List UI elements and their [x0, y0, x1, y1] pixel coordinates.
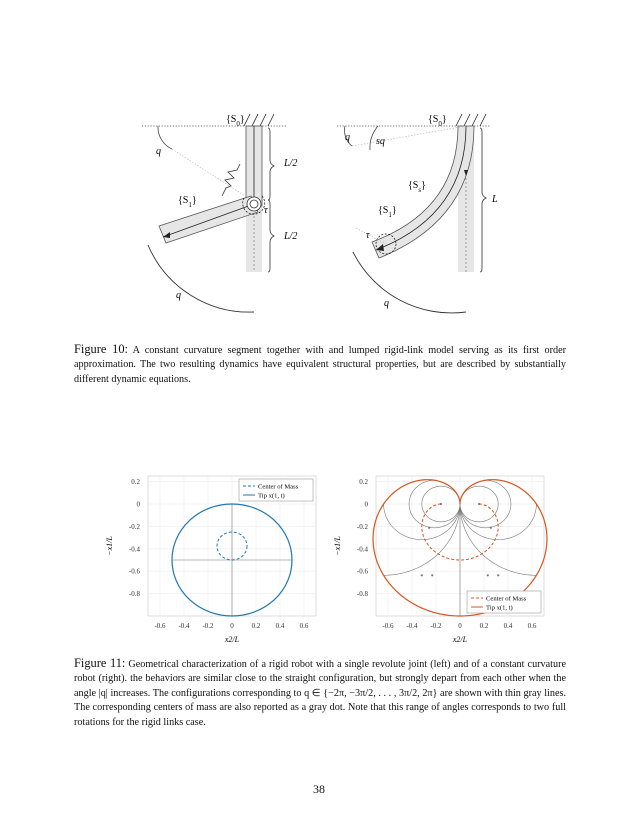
wall-hatch	[244, 114, 274, 126]
y-tick-label: -0.2	[128, 522, 140, 531]
figure-10-diagram	[0, 100, 638, 330]
figure-10-left-panel	[142, 114, 297, 312]
legend-entry: Tip x(1, t)	[258, 492, 285, 500]
right-chart-legend	[467, 591, 541, 613]
y-tick-label: 0	[136, 500, 140, 509]
y-tick-label: 0	[364, 500, 368, 509]
y-tick-label: -0.6	[128, 567, 140, 576]
label-frame-ss: $\{S_s\}$	[408, 180, 426, 194]
x-tick-label: 0.6	[299, 622, 309, 630]
config-center-of-mass-dot	[487, 574, 489, 576]
figure-11-caption	[74, 656, 566, 730]
config-center-of-mass-dot	[431, 574, 433, 576]
figure-10-caption	[74, 342, 566, 387]
x-tick-label: 0.2	[251, 622, 261, 630]
label-half-length-bottom: L/2	[284, 231, 298, 242]
label-tau-right: τ	[366, 230, 370, 241]
label-frame-s0-right: $\{S_0\}$	[428, 114, 447, 128]
figure-10-caption-label: Figure 10:	[74, 342, 128, 356]
y-tick-label: -0.8	[356, 590, 368, 599]
legend-entry: Center of Mass	[258, 483, 299, 491]
y-tick-label: -0.4	[128, 545, 140, 554]
x-tick-label: -0.2	[430, 622, 442, 630]
figure-10-caption-text: A constant curvature segment together with and lumped rigid-link model serving as its first order approximation. The two resulting dynamics have equivalent structural properties, but are described by substantially different dynamic equations.	[74, 345, 566, 385]
x-axis-label: x2/L	[224, 635, 240, 644]
y-tick-label: 0.2	[131, 478, 140, 487]
config-center-of-mass-dot	[428, 527, 430, 529]
y-axis-label: −x1/L	[105, 536, 114, 556]
x-tick-label: -0.6	[154, 622, 166, 630]
label-frame-s1-right: $\{S_1\}$	[378, 205, 397, 219]
label-frame-s0-left: $\{S_0\}$	[226, 114, 245, 128]
config-center-of-mass-dot	[421, 574, 423, 576]
x-tick-label: -0.4	[178, 622, 190, 630]
label-half-length-top: L/2	[284, 158, 298, 169]
label-sq: sq	[376, 136, 385, 147]
y-tick-label: -0.4	[356, 545, 368, 554]
x-tick-label: -0.6	[382, 622, 394, 630]
x-tick-label: 0.4	[275, 622, 285, 630]
config-center-of-mass-dot	[490, 527, 492, 529]
label-tau-left: τ	[264, 205, 268, 216]
x-axis-label: x2/L	[452, 635, 468, 644]
label-q-bottom-right: q	[384, 298, 389, 309]
x-tick-label: 0.2	[479, 622, 489, 630]
x-tick-label: 0.4	[503, 622, 513, 630]
figure-11-right-chart	[318, 466, 554, 650]
config-center-of-mass-dot	[497, 574, 499, 576]
label-q-top-right: q	[345, 132, 350, 143]
figure-11-left-chart	[90, 466, 326, 650]
y-tick-label: 0.2	[359, 478, 368, 487]
y-tick-label: -0.8	[128, 590, 140, 599]
y-tick-label: -0.6	[356, 567, 368, 576]
y-axis-label: −x1/L	[333, 536, 342, 556]
x-tick-label: -0.2	[202, 622, 214, 630]
page-number: 38	[313, 782, 325, 796]
x-tick-label: 0.6	[527, 622, 537, 630]
x-tick-label: 0	[230, 622, 234, 630]
label-q-top-left: q	[156, 146, 161, 157]
label-q-bottom-left: q	[176, 290, 181, 301]
figure-11-caption-label: Figure 11:	[74, 656, 126, 670]
legend-entry: Center of Mass	[486, 595, 527, 603]
label-length: L	[492, 194, 498, 205]
y-tick-label: -0.2	[356, 522, 368, 531]
figure-10-right-panel	[337, 114, 498, 313]
left-chart-legend	[239, 479, 313, 501]
legend-entry: Tip x(1, t)	[486, 604, 513, 612]
label-frame-s1-left: $\{S_1\}$	[178, 195, 197, 209]
x-tick-label: -0.4	[406, 622, 418, 630]
x-tick-label: 0	[458, 622, 462, 630]
figure-11-caption-text: Geometrical characterization of a rigid robot with a single revolute joint (left) and of a constant curvature robot (right). the behaviors are similar close to the straight configuration, but strongly depart from each other when the angle |q| increases. The configurations corresponding to q ∈ {−2π, −3π/2, . . . , 3π/2, 2π} are shown with thin gray lines. The corresponding centers of mass are also reported as a gray dot. Note that this range of angles corresponds to two full rotations for the rigid links case.	[74, 659, 567, 728]
